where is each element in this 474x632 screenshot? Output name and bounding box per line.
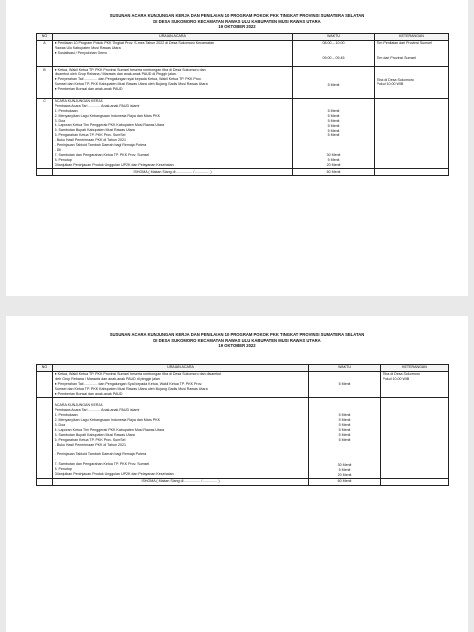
time-value: 5 Menit	[338, 428, 351, 433]
agenda-line: -	[54, 447, 56, 452]
agenda-line: 8. Penutup	[54, 467, 72, 472]
agenda-cell	[53, 98, 293, 169]
note-cell	[381, 398, 449, 479]
agenda-line: oleh Grup Rebana / Marawis dan anak-anak PAUD di pinggir jalan	[54, 376, 160, 381]
time-value: 5 Menit	[338, 433, 351, 438]
agenda-line: 3. Doa	[54, 118, 66, 123]
header-waktu: WAKTU	[309, 365, 381, 372]
table-row	[37, 67, 449, 98]
agenda-cell	[53, 67, 293, 98]
note-cell	[381, 478, 449, 485]
agenda-line: Sumsel dan Ketua TP. PKK Kabupaten Musi Rawas Utara oleh Bujang Gadis Musi Rawas Utara	[54, 386, 208, 391]
agenda-line: 7. Sambutan dan Pengarahan Ketua TP. PKK Prov. Sumsel	[54, 152, 150, 157]
note-value: Pukul 10.00 WIB	[382, 376, 410, 381]
agenda-line: ● Penyerahan Tali ............. dan Pengalungan Syal kepada Ketua, Wakil Ketua TP. PKK Prov.	[54, 381, 203, 386]
time-cell	[309, 398, 381, 479]
note-value: Pukul 10.00 WIB	[376, 82, 404, 87]
time-cell	[293, 40, 375, 67]
header-no: NO	[37, 34, 53, 41]
agenda-line: 3. Doa	[54, 423, 66, 428]
time-value: 5 Menit	[327, 118, 340, 123]
header-keterangan: KETERANGAN	[381, 365, 449, 372]
time-value: 30 Menit	[337, 462, 352, 467]
table-header-row	[37, 365, 449, 372]
agenda-line: - Peninjauan Tabloid Tambah Daerah bagi Remaja Putera	[54, 143, 147, 148]
time-value: 5 Menit	[338, 413, 351, 418]
time-value: 5 Menit	[327, 128, 340, 133]
agenda-line: ACARA KUNJUNGAN KERJA	[54, 98, 103, 103]
time-value: 5 Menit	[338, 467, 351, 472]
note-cell	[375, 67, 449, 98]
time-value: 08.00 – 10.00	[322, 41, 345, 46]
time-value: 5 Menit	[327, 113, 340, 118]
agenda-line: disambut oleh Grup Rebana / Marawis dan anak-anak PAUD di Pinggir jalan.	[54, 72, 177, 77]
header-waktu: WAKTU	[293, 34, 375, 41]
title-line: SUSUNAN ACARA KUNJUNGAN KERJA DAN PENILAIAN 10 PROGRAM POKOK PKK TINGKAT PROVINSI SUMATERA SELATAN	[109, 13, 365, 18]
title-line: DI DESA SUKOMORO KECAMATAN RAWAS ULU KABUPATEN MUSI RAWAS UTARA	[153, 18, 321, 24]
table-row	[37, 398, 449, 479]
agenda-line: - Peninjauan Tabloid Tambah Daerah bagi Remaja Putera	[54, 452, 147, 457]
agenda-cell	[53, 371, 309, 397]
agenda-line: - Buku Hasil Penerimaan PKK di Tahun 2021	[54, 442, 126, 447]
agenda-line: ● Sosialisasi / Penyuluhan Gemc	[54, 50, 108, 55]
agenda-line: - Buku Hasil Penerimaan PKK di Tahun 2021	[54, 138, 126, 143]
agenda-cell	[53, 40, 293, 67]
row-number	[37, 478, 53, 485]
note-cell	[375, 40, 449, 67]
header-no: NO	[37, 365, 53, 372]
time-value: 5 Menit	[327, 108, 340, 113]
agenda-line: ● Pemberian Bonsai dan anak-anak PAUD	[54, 391, 123, 396]
row-number: A	[37, 40, 53, 67]
time-value: 09.00 – 09.45	[322, 55, 345, 60]
agenda-line: 2. Menyanyikan Lagu Kebangsaan Indonesia Raya dan Mars PKK	[54, 113, 160, 118]
row-number: B	[37, 67, 53, 98]
agenda-line: Sumsel dan Ketua TP. PKK Kabupaten Musi Rawas Utara oleh Bujang Gadis Musi Rawas Utara	[54, 82, 208, 87]
time-value: 5 Menit	[327, 133, 340, 138]
time-value: 30 Menit	[326, 153, 341, 158]
note-value: Tiba di Desa Sukomoro	[376, 77, 414, 82]
time-value: 5 Menit	[327, 123, 340, 128]
agenda-line: 1. Pembukaan	[54, 413, 78, 418]
table-row	[37, 478, 449, 485]
agenda-line: ● Ketua, Wakil Ketua TP. PKK Provinsi Sumsel beserta rombongan tiba di Desa Sukomoro dan disambut	[54, 372, 222, 377]
agenda-line: ● Ketua, Wakil Ketua TP. PKK Provinsi Sumsel beserta rombongan tiba di Desa Sukomoro dan	[54, 67, 206, 72]
table-row	[37, 40, 449, 67]
time-value: 20 Menit	[337, 472, 352, 477]
title-line: 19 OKTOBER 2022	[218, 24, 256, 30]
note-cell	[375, 98, 449, 169]
header-uraian: URAIAN ACARA	[53, 34, 293, 41]
time-value: 5 Menit	[338, 437, 351, 442]
note-value: Tim dari Provinsi Sumsel	[376, 55, 417, 60]
note-value: Tiba di Desa Sukomoro	[382, 372, 420, 377]
time-cell	[293, 98, 375, 169]
agenda-line: -	[54, 457, 56, 462]
agenda-line: 6. Pengarahan Ketua TP. PKK Prov. SumSel	[54, 437, 126, 442]
agenda-line: Rawas Ulu Kabupaten Musi Rawas Utara	[54, 45, 121, 50]
agenda-line: ● Pemberian Bonsai dan anak-anak PAUD	[54, 87, 123, 92]
agenda-table	[36, 364, 449, 486]
note-value: Tim Penilaian dari Provinsi Sumsel	[376, 41, 432, 46]
agenda-line: - Dll	[54, 147, 61, 152]
agenda-line: Pembawa Acara Tari ............ Anak-anak PAUD islami	[54, 103, 140, 108]
note-cell	[381, 371, 449, 397]
time-cell	[293, 67, 375, 98]
agenda-line: 2. Menyanyikan Lagu Kebangsaan Indonesia Raya dan Mars PKK	[54, 418, 160, 423]
title-line: 19 OKTOBER 2022	[218, 343, 256, 349]
row-number	[37, 371, 53, 397]
row-number: C	[37, 98, 53, 169]
ishoma-time: 60 Menit	[293, 169, 375, 176]
agenda-line: 7. Sambutan dan Pengarahan Ketua TP. PKK Prov. Sumsel	[54, 462, 150, 467]
ishoma-text: ISHOMA ( Makan Siang di ................ / .............. )	[53, 169, 293, 176]
document-page-2	[6, 316, 468, 632]
agenda-line: 8. Penutup	[54, 157, 72, 162]
page-title	[6, 13, 468, 30]
ishoma-time: 60 Menit	[309, 478, 381, 485]
header-uraian: URAIAN ACARA	[53, 365, 309, 372]
row-number	[37, 398, 53, 479]
time-value: 5 Menit	[338, 423, 351, 428]
ishoma-text: ISHOMA ( Makan Siang di ................ / .............. )	[53, 478, 309, 485]
agenda-line: 4. Laporan Ketua Tim Penggerak PKK Kabupaten Musi Rawas Utara	[54, 427, 165, 432]
time-value: 5 Menit	[327, 158, 340, 163]
note-cell	[375, 169, 449, 176]
page-title	[6, 332, 468, 349]
time-value: 5 Menit	[338, 382, 351, 387]
agenda-line: Pembawa Acara Tari ............ Anak-anak PAUD islami	[54, 408, 140, 413]
agenda-line: 4. Laporan Ketua Tim Penggerak PKK Kabupaten Musi Rawas Utara	[54, 123, 165, 128]
agenda-line: ● Penilaian 10 Program Pokok PKK Tingkat Prov. S-mes Tahun 2022 di Desa Sukomoro Kecamatan	[54, 41, 214, 46]
agenda-line: 6. Pengarahan Ketua TP. PKK Prov. SumSel	[54, 133, 126, 138]
agenda-line: Dilanjutkan Peninjauan Produk Unggulan UP2K dan Pelayanan Kesehatan	[54, 162, 174, 167]
table-row	[37, 169, 449, 176]
title-line: DI DESA SUKOMORO KECAMATAN RAWAS ULU KABUPATEN MUSI RAWAS UTARA	[153, 337, 321, 343]
agenda-line: 5. Sambutan Bupati Kabupaten Musi Rawas Utara	[54, 432, 135, 437]
agenda-line: Dilanjutkan Peninjauan Produk Unggulan UP2K dan Pelayanan Kesehatan	[54, 472, 174, 477]
time-cell	[309, 371, 381, 397]
agenda-line: 1. Pembukaan	[54, 108, 78, 113]
table-row	[37, 98, 449, 169]
time-value: 5 Menit	[338, 418, 351, 423]
row-number	[37, 169, 53, 176]
title-line: SUSUNAN ACARA KUNJUNGAN KERJA DAN PENILAIAN 10 PROGRAM POKOK PKK TINGKAT PROVINSI SUMATERA SELATAN	[109, 332, 365, 337]
table-header-row	[37, 34, 449, 41]
agenda-table	[36, 33, 449, 176]
agenda-line: 5. Sambutan Bupati Kabupaten Musi Rawas Utara	[54, 128, 135, 133]
document-page-1	[6, 0, 468, 296]
agenda-line: ● Penyerahan Tali ............. dan Pengalungan syal kepada Ketua, Wakil Ketua TP. PKK Prov.	[54, 77, 202, 82]
time-value: 5 Menit	[327, 82, 340, 87]
table-row	[37, 371, 449, 397]
agenda-cell	[53, 398, 309, 479]
header-keterangan: KETERANGAN	[375, 34, 449, 41]
agenda-line: ACARA KUNJUNGAN KERJA	[54, 403, 103, 408]
time-value: 20 Menit	[326, 163, 341, 168]
